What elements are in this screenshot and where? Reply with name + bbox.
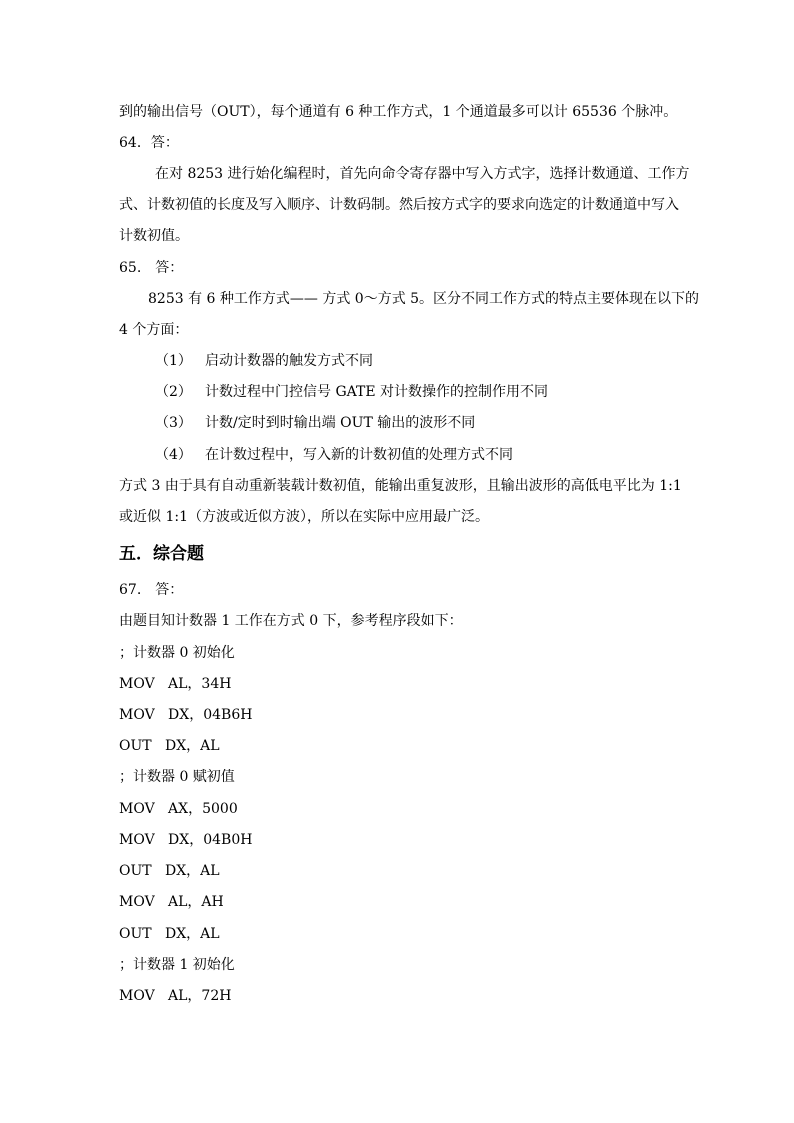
paragraph-line: 由题目知计数器 1 工作在方式 0 下，参考程序段如下：	[119, 613, 463, 629]
code-line: MOV DX，04B6H	[119, 707, 253, 723]
answer-label-67: 67. 答：	[119, 582, 184, 598]
paragraph-line: 计数初值。	[119, 228, 189, 244]
list-item-number: （3）	[155, 415, 192, 431]
code-line: OUT DX，AL	[119, 926, 220, 942]
answer-label-64: 64．答：	[119, 135, 179, 151]
code-line: MOV AL，AH	[119, 894, 224, 910]
list-item-text: 计数/定时到时输出端 OUT 输出的波形不同	[205, 415, 476, 431]
paragraph-line: 到的输出信号（OUT），每个通道有 6 种工作方式，1 个通道最多可以计 65536 个脉冲。	[119, 104, 678, 120]
code-line: MOV AL，34H	[119, 676, 232, 692]
code-line: OUT DX，AL	[119, 738, 220, 754]
list-item-text: 计数过程中门控信号 GATE 对计数操作的控制作用不同	[205, 384, 548, 400]
paragraph-line: 或近似 1:1（方波或近似方波），所以在实际中应用最广泛。	[119, 509, 489, 525]
list-item-number: （2）	[155, 384, 192, 400]
code-comment: ；计数器 1 初始化	[119, 957, 235, 973]
paragraph-line: 在对 8253 进行始化编程时，首先向命令寄存器中写入方式字，选择计数通道、工作方	[155, 166, 690, 182]
code-comment: ；计数器 0 初始化	[119, 645, 235, 661]
list-item-number: （1）	[155, 353, 192, 369]
paragraph-line: 式、计数初值的长度及写入顺序、计数码制。然后按方式字的要求向选定的计数通道中写入	[119, 197, 679, 213]
answer-label-65: 65. 答：	[119, 260, 184, 276]
paragraph-line: 8253 有 6 种工作方式—— 方式 0～方式 5。区分不同工作方式的特点主要体现在以下的	[148, 291, 700, 307]
code-comment: ；计数器 0 赋初值	[119, 769, 235, 785]
code-line: MOV DX，04B0H	[119, 832, 253, 848]
list-item-text: 启动计数器的触发方式不同	[205, 353, 373, 369]
list-item-text: 在计数过程中，写入新的计数初值的处理方式不同	[205, 447, 513, 463]
code-line: MOV AX，5000	[119, 801, 238, 817]
paragraph-line: 方式 3 由于具有自动重新装载计数初值，能输出重复波形，且输出波形的高低电平比为 1:1	[119, 478, 682, 494]
list-item-number: （4）	[155, 447, 192, 463]
code-line: MOV AL，72H	[119, 988, 232, 1004]
code-line: OUT DX，AL	[119, 863, 220, 879]
paragraph-line: 4 个方面：	[119, 322, 189, 338]
section-heading: 五．综合题	[119, 544, 204, 564]
